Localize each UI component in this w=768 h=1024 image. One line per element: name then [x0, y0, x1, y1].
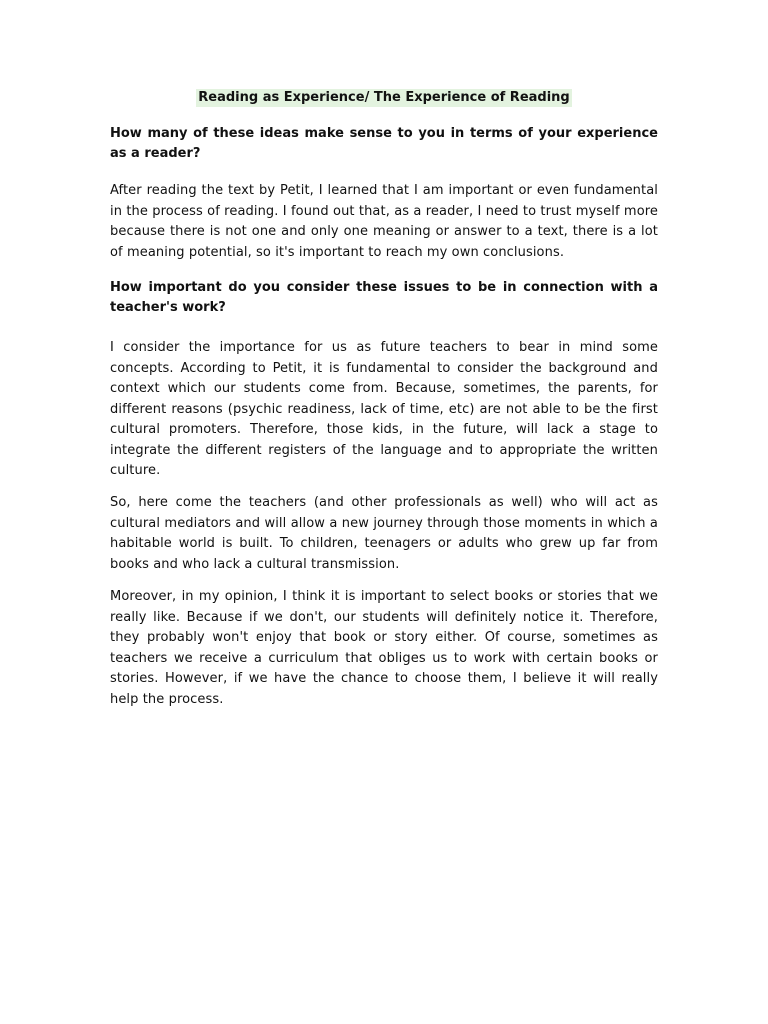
question-2: How important do you consider these issues to be in connection with a teacher's work?: [110, 280, 658, 315]
answer-2-paragraph-1: I consider the importance for us as future teachers to bear in mind some concepts. According to Petit, it is fundamental to consider the background and context which our students come from. Because, sometimes, the parents, for different reasons (psychic readiness, lack of time, etc) are not able to be the first cultural promoters. Therefore, those kids, in the future, will lack a stage to integrate the different registers of the language and to appropriate the written culture.: [110, 340, 658, 478]
question-1: How many of these ideas make sense to you in terms of your experience as a reader?: [110, 126, 658, 161]
answer-1-paragraph: After reading the text by Petit, I learned that I am important or even fundamental in the process of reading. I found out that, as a reader, I need to trust myself more because there is not one and only one meaning or answer to a text, there is a lot of meaning potential, so it's important to reach my own conclusions.: [110, 183, 658, 260]
answer-2-paragraph-2: So, here come the teachers (and other professionals as well) who will act as cultural mediators and will allow a new journey through those moments in which a habitable world is built. To children, teenagers or adults who grew up far from books and who lack a cultural transmission.: [110, 495, 658, 572]
title-container: [0, 86, 768, 107]
document-title: Reading as Experience/ The Experience of Reading: [198, 90, 570, 105]
answer-2-paragraph-3: Moreover, in my opinion, I think it is important to select books or stories that we really like. Because if we don't, our students will definitely notice it. Therefore, they probably won't enjoy that book or story either. Of course, sometimes as teachers we receive a curriculum that obliges us to work with certain books or stories. However, if we have the chance to choose them, I believe it will really help the process.: [110, 589, 658, 707]
